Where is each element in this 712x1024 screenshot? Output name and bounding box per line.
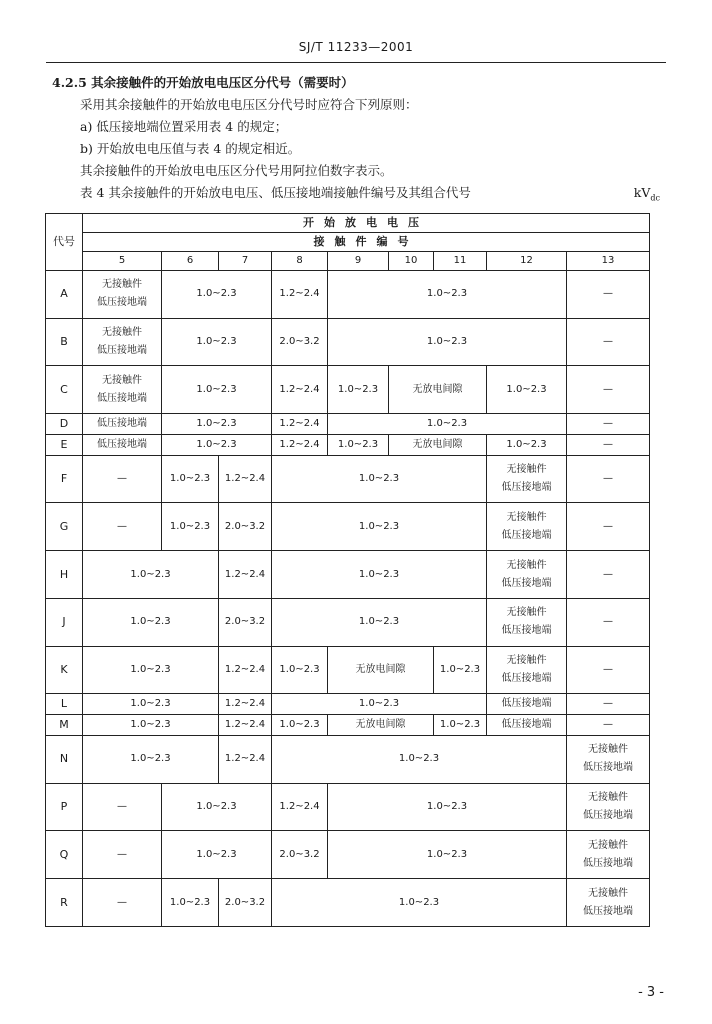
- table-cell: —: [567, 455, 650, 503]
- table-cell: 无接触件 低压接地端: [567, 879, 650, 927]
- table-cell: 2.0~3.2: [219, 879, 272, 927]
- table-cell: 低压接地端: [83, 414, 162, 435]
- table-cell: 1.2~2.4: [219, 646, 272, 694]
- table-cell: 1.2~2.4: [219, 455, 272, 503]
- table-cell: 1.0~2.3: [162, 503, 219, 551]
- table-cell: 1.0~2.3: [162, 414, 272, 435]
- table-row: [46, 646, 650, 694]
- table-row: [46, 715, 650, 736]
- table-row: [46, 551, 650, 599]
- table-cell: 1.0~2.3: [272, 715, 328, 736]
- table-cell: 1.0~2.3: [83, 646, 219, 694]
- table-cell: 1.2~2.4: [272, 783, 328, 831]
- table-cell: 1.0~2.3: [487, 366, 567, 414]
- table-cell: 1.0~2.3: [328, 271, 567, 319]
- row-code: C: [46, 366, 83, 414]
- table-cell: 1.2~2.4: [272, 271, 328, 319]
- table-cell: 1.0~2.3: [162, 455, 219, 503]
- row-code: H: [46, 551, 83, 599]
- table-cell: 无放电间隙: [328, 646, 434, 694]
- table-cell: —: [83, 455, 162, 503]
- table-cell: 1.0~2.3: [162, 271, 272, 319]
- table-cell: 1.2~2.4: [272, 434, 328, 455]
- row-code: P: [46, 783, 83, 831]
- table-cell: 1.0~2.3: [328, 414, 567, 435]
- table-cell: —: [567, 551, 650, 599]
- table-cell: —: [567, 414, 650, 435]
- table-caption-line: [52, 182, 662, 210]
- code-column-header: 代号: [46, 214, 83, 271]
- table-cell: —: [83, 831, 162, 879]
- discharge-voltage-table: [45, 213, 650, 927]
- table-cell: 1.0~2.3: [272, 694, 487, 715]
- subgroup-header: 接触件编号: [83, 233, 650, 252]
- table-cell: —: [567, 646, 650, 694]
- table-cell: —: [567, 694, 650, 715]
- table-cell: 1.2~2.4: [219, 694, 272, 715]
- table-row: [46, 783, 650, 831]
- table-cell: 1.0~2.3: [328, 434, 389, 455]
- row-code: B: [46, 318, 83, 366]
- table-cell: 1.0~2.3: [162, 366, 272, 414]
- contact-number-header: 8: [272, 252, 328, 271]
- table-cell: 低压接地端: [487, 694, 567, 715]
- table-cell: 1.0~2.3: [272, 879, 567, 927]
- table-cell: —: [83, 879, 162, 927]
- table-cell: 无放电间隙: [328, 715, 434, 736]
- contact-number-header: 7: [219, 252, 272, 271]
- row-code: R: [46, 879, 83, 927]
- table-cell: 2.0~3.2: [272, 318, 328, 366]
- table-cell: 1.0~2.3: [328, 366, 389, 414]
- table-cell: 1.0~2.3: [272, 455, 487, 503]
- row-code: K: [46, 646, 83, 694]
- table-body: [46, 271, 650, 927]
- table-row: [46, 735, 650, 783]
- table-cell: 1.2~2.4: [272, 414, 328, 435]
- table-cell: 2.0~3.2: [272, 831, 328, 879]
- table-row: [46, 598, 650, 646]
- table-row: [46, 831, 650, 879]
- table-cell: 无放电间隙: [389, 366, 487, 414]
- table-row: [46, 434, 650, 455]
- page-number: - 3 -: [638, 985, 664, 1000]
- table-cell: 无接触件 低压接地端: [83, 318, 162, 366]
- table-row: [46, 455, 650, 503]
- table-cell: 低压接地端: [83, 434, 162, 455]
- table-cell: 1.0~2.3: [328, 783, 567, 831]
- table-cell: —: [567, 271, 650, 319]
- row-code: N: [46, 735, 83, 783]
- clause-text: [52, 72, 662, 210]
- table-row: [46, 879, 650, 927]
- table-cell: 1.0~2.3: [272, 503, 487, 551]
- header-divider: [46, 62, 666, 63]
- table-cell: 1.0~2.3: [272, 551, 487, 599]
- table-cell: —: [83, 783, 162, 831]
- contact-number-header: 11: [434, 252, 487, 271]
- table-cell: 1.2~2.4: [272, 366, 328, 414]
- contact-number-header: 5: [83, 252, 162, 271]
- table-cell: 1.0~2.3: [328, 318, 567, 366]
- row-code: M: [46, 715, 83, 736]
- table-row: [46, 503, 650, 551]
- table-cell: —: [567, 318, 650, 366]
- table-cell: 1.2~2.4: [219, 551, 272, 599]
- table-cell: —: [567, 715, 650, 736]
- table-cell: 无接触件 低压接地端: [567, 831, 650, 879]
- table-cell: 1.0~2.3: [272, 735, 567, 783]
- table-cell: 1.0~2.3: [328, 831, 567, 879]
- table-cell: 无接触件 低压接地端: [487, 551, 567, 599]
- contact-number-header: 10: [389, 252, 434, 271]
- table-cell: —: [567, 366, 650, 414]
- table-row: [46, 318, 650, 366]
- table-cell: 1.0~2.3: [162, 783, 272, 831]
- table-cell: 无放电间隙: [389, 434, 487, 455]
- table-row: [46, 694, 650, 715]
- table-cell: 1.0~2.3: [83, 694, 219, 715]
- table-cell: 1.0~2.3: [162, 318, 272, 366]
- row-code: A: [46, 271, 83, 319]
- row-code: G: [46, 503, 83, 551]
- standard-code: SJ/T 11233—2001: [298, 40, 414, 54]
- table-cell: 无接触件 低压接地端: [487, 503, 567, 551]
- table-row: [46, 414, 650, 435]
- table-cell: 1.2~2.4: [219, 735, 272, 783]
- table-cell: 1.0~2.3: [83, 735, 219, 783]
- table-cell: —: [83, 503, 162, 551]
- contact-number-row: [46, 252, 650, 271]
- table-cell: 无接触件 低压接地端: [487, 646, 567, 694]
- row-code: E: [46, 434, 83, 455]
- row-code: Q: [46, 831, 83, 879]
- table-cell: 1.0~2.3: [83, 715, 219, 736]
- table-cell: 1.0~2.3: [434, 646, 487, 694]
- unit-label: $kV_{dc}$: [633, 185, 660, 203]
- table-cell: 1.0~2.3: [434, 715, 487, 736]
- table-cell: 1.0~2.3: [162, 879, 219, 927]
- list-item-a: a) 低压接地端位置采用表 4 的规定；: [80, 119, 288, 134]
- row-code: L: [46, 694, 83, 715]
- table-cell: —: [567, 598, 650, 646]
- table-cell: 无接触件 低压接地端: [567, 735, 650, 783]
- table-cell: 1.0~2.3: [162, 831, 272, 879]
- table-row: [46, 271, 650, 319]
- contact-number-header: 6: [162, 252, 219, 271]
- intro-paragraph: 采用其余接触件的开始放电电压区分代号时应符合下列原则：: [80, 97, 418, 112]
- table-cell: 无接触件 低压接地端: [567, 783, 650, 831]
- contact-number-header: 9: [328, 252, 389, 271]
- row-code: D: [46, 414, 83, 435]
- table-cell: 1.0~2.3: [272, 646, 328, 694]
- table-cell: 1.0~2.3: [83, 598, 219, 646]
- table-cell: 1.0~2.3: [162, 434, 272, 455]
- contact-number-header: 12: [487, 252, 567, 271]
- clause-heading: 4.2.5 其余接触件的开始放电电压区分代号（需要时）: [52, 75, 354, 90]
- row-code: F: [46, 455, 83, 503]
- table-cell: 2.0~3.2: [219, 503, 272, 551]
- table-cell: 低压接地端: [487, 715, 567, 736]
- table-cell: 无接触件 低压接地端: [487, 455, 567, 503]
- table-caption: 表 4 其余接触件的开始放电电压、低压接地端接触件编号及其组合代号: [80, 185, 471, 200]
- table-cell: 1.0~2.3: [83, 551, 219, 599]
- table-row: [46, 366, 650, 414]
- table-cell: —: [567, 503, 650, 551]
- table-cell: 无接触件 低压接地端: [83, 366, 162, 414]
- row-code: J: [46, 598, 83, 646]
- table-cell: 1.0~2.3: [272, 598, 487, 646]
- table-cell: 无接触件 低压接地端: [83, 271, 162, 319]
- table-cell: —: [567, 434, 650, 455]
- table-cell: 无接触件 低压接地端: [487, 598, 567, 646]
- group-header: 开始放电电压: [83, 214, 650, 233]
- contact-number-header: 13: [567, 252, 650, 271]
- note-paragraph: 其余接触件的开始放电电压区分代号用阿拉伯数字表示。: [80, 163, 393, 178]
- table-cell: 2.0~3.2: [219, 598, 272, 646]
- list-item-b: b) 开始放电电压值与表 4 的规定相近。: [80, 141, 301, 156]
- table-cell: 1.2~2.4: [219, 715, 272, 736]
- table-cell: 1.0~2.3: [487, 434, 567, 455]
